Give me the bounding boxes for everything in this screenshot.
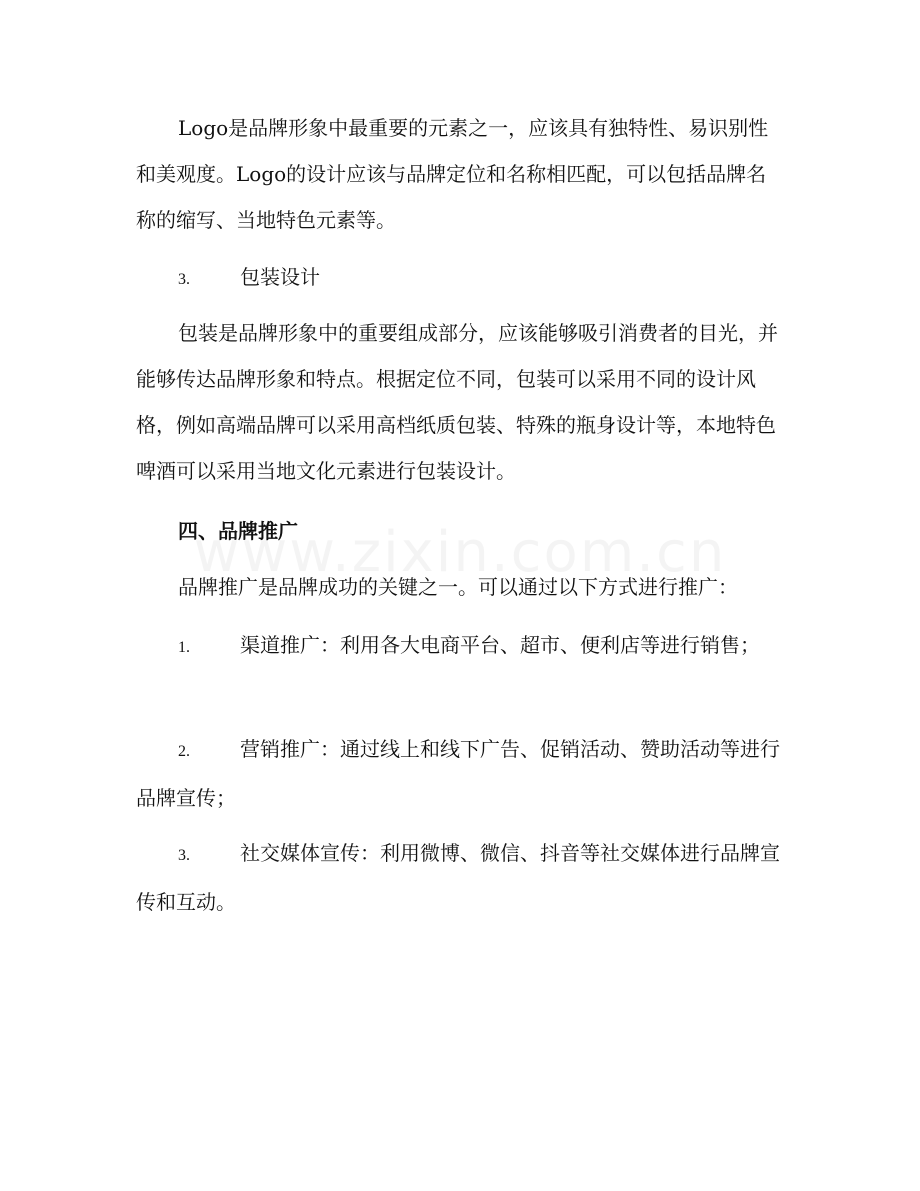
list-item-text: 营销推广：通过线上和线下广告、促销活动、赞助活动等进行品牌宣传； [136, 737, 780, 810]
list-item-packaging [136, 254, 786, 303]
packaging-paragraph: 包装是品牌形象中的重要组成部分，应该能够吸引消费者的目光，并能够传达品牌形象和特点。根据定位不同，包装可以采用不同的设计风格，例如高端品牌可以采用高档纸质包装、特殊的瓶身设计等，本地特色啤酒可以采用当地文化元素进行包装设计。 [136, 321, 778, 483]
list-item-text: 社交媒体宣传：利用微博、微信、抖音等社交媒体进行品牌宣传和互动。 [136, 841, 780, 914]
list-item [136, 726, 786, 821]
list-number: 1. [178, 639, 190, 656]
list-number: 3. [178, 847, 190, 864]
list-item-text: 渠道推广：利用各大电商平台、超市、便利店等进行销售； [240, 633, 760, 657]
list-item [136, 622, 786, 671]
list-item-title: 包装设计 [240, 265, 320, 289]
promotion-intro-paragraph: 品牌推广是品牌成功的关键之一。可以通过以下方式进行推广： [178, 575, 738, 599]
list-number: 2. [178, 743, 190, 760]
list-item [136, 830, 786, 925]
list-number: 3. [178, 271, 190, 288]
logo-paragraph: Logo是品牌形象中最重要的元素之一，应该具有独特性、易识别性和美观度。Logo的设计应该与品牌定位和名称相匹配，可以包括品牌名称的缩写、当地特色元素等。 [136, 116, 769, 232]
section-heading: 四、品牌推广 [178, 519, 298, 543]
